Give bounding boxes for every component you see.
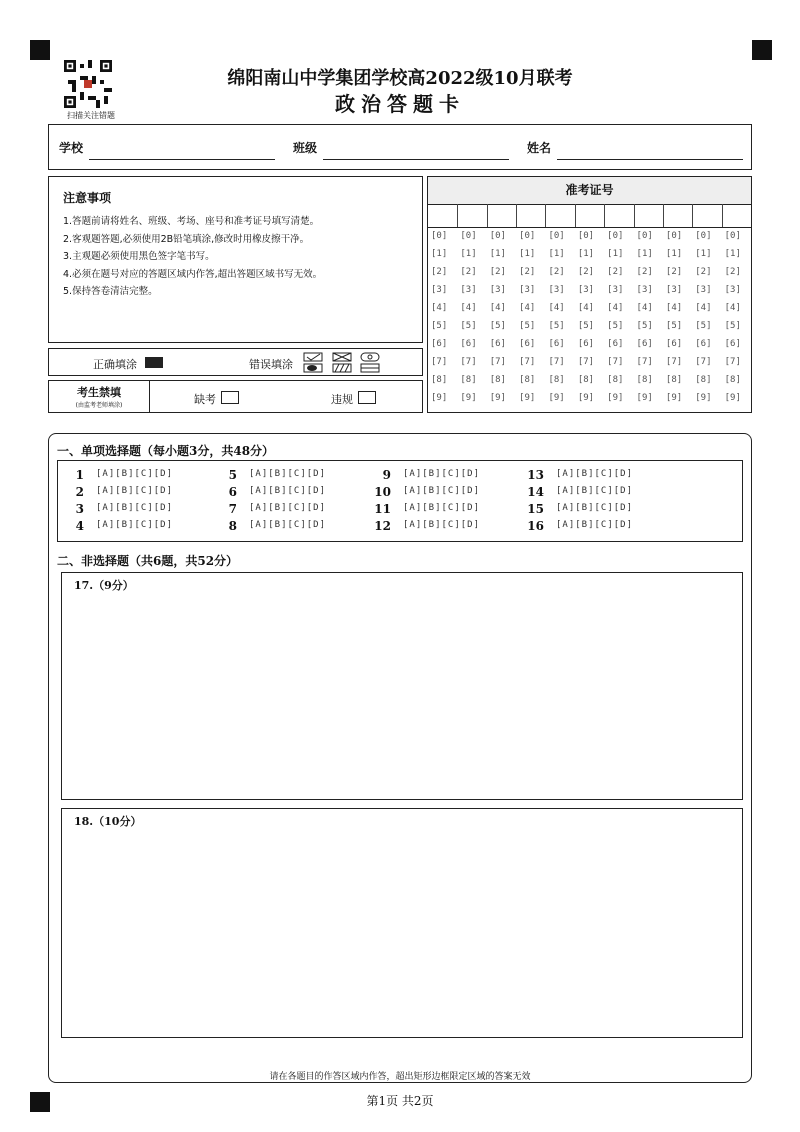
- admission-digit-bubble[interactable]: [6]: [431, 339, 448, 349]
- choice-options[interactable]: [A][B][C][D]: [96, 503, 174, 513]
- choice-question-number: 7: [228, 502, 237, 516]
- admission-digit-bubble[interactable]: [9]: [607, 393, 624, 403]
- admission-column-divider: [575, 204, 576, 227]
- admission-digit-bubble[interactable]: [9]: [695, 393, 712, 403]
- admission-digit-bubble[interactable]: [7]: [607, 357, 624, 367]
- notice-list: [63, 213, 322, 301]
- choice-options[interactable]: [A][B][C][D]: [403, 520, 481, 530]
- admission-digit-bubble[interactable]: [7]: [460, 357, 477, 367]
- admission-digit-bubble[interactable]: [9]: [577, 393, 595, 403]
- admission-digit-bubble[interactable]: [4]: [695, 303, 712, 313]
- admission-digit-bubble[interactable]: [2]: [665, 267, 683, 277]
- admission-digit-bubble[interactable]: [1]: [695, 249, 712, 259]
- choice-question-number: 14: [527, 485, 544, 499]
- choice-question-box: [57, 460, 743, 542]
- choice-options[interactable]: [A][B][C][D]: [96, 486, 174, 496]
- page-number: 第1页 共2页: [366, 1094, 434, 1108]
- choice-options[interactable]: [A][B][C][D]: [249, 469, 327, 479]
- choice-question-number: 5: [228, 468, 237, 482]
- admission-title-bar: [428, 177, 751, 205]
- admission-digit-bubble[interactable]: [0]: [577, 231, 595, 241]
- admission-digit-bubble[interactable]: [4]: [548, 303, 565, 313]
- admission-digit-bubble[interactable]: [7]: [431, 357, 448, 367]
- footer-note: 请在各题目的作答区域内作答，超出矩形边框限定区域的答案无效: [269, 1072, 531, 1082]
- admission-digit-bubble[interactable]: [2]: [636, 267, 653, 277]
- admission-digit-bubble[interactable]: [8]: [519, 375, 536, 385]
- admission-column-divider: [516, 204, 517, 227]
- admission-digit-bubble[interactable]: [2]: [489, 267, 506, 277]
- admission-digit-bubble[interactable]: [1]: [665, 249, 683, 259]
- admission-digit-bubble[interactable]: [2]: [695, 267, 712, 277]
- choice-question-number: 10: [374, 485, 391, 499]
- admission-digit-bubble[interactable]: [3]: [724, 285, 741, 295]
- absent-label: 缺考: [194, 393, 216, 406]
- admission-digit-bubble[interactable]: [3]: [460, 285, 477, 295]
- exam-title: 绵阳南山中学集团学校高2022级10月联考: [227, 68, 573, 89]
- section2-title: 二、非选择题（共6题，共52分）: [57, 554, 239, 568]
- absent-checkbox[interactable]: [221, 391, 239, 404]
- admission-digit-bubble[interactable]: [9]: [489, 393, 506, 403]
- admission-digit-bubble[interactable]: [7]: [548, 357, 565, 367]
- admission-digit-bubble[interactable]: [6]: [519, 339, 536, 349]
- notice-item: 3.主观题必须使用黑色签字笔书写。: [63, 251, 215, 262]
- qr-caption: 扫描关注错题: [67, 111, 115, 120]
- choice-question-number: 12: [374, 519, 391, 533]
- admission-write-row[interactable]: [428, 204, 751, 228]
- choice-options[interactable]: [A][B][C][D]: [96, 520, 174, 530]
- admission-column-divider: [604, 204, 605, 227]
- admission-digit-bubble[interactable]: [0]: [724, 231, 741, 241]
- admission-digit-bubble[interactable]: [9]: [665, 393, 683, 403]
- admission-digit-bubble[interactable]: [1]: [607, 249, 624, 259]
- notice-item: 1.答题前请将姓名、班级、考场、座号和准考证号填写清楚。: [63, 216, 320, 227]
- choice-options[interactable]: [A][B][C][D]: [556, 520, 634, 530]
- admission-digit-bubble[interactable]: [8]: [607, 375, 624, 385]
- violation-label: 违规: [331, 393, 353, 406]
- admission-digit-bubble[interactable]: [7]: [519, 357, 536, 367]
- admission-digit-bubble[interactable]: [1]: [431, 249, 448, 259]
- choice-options[interactable]: [A][B][C][D]: [249, 520, 327, 530]
- class-label: 班级: [293, 141, 318, 155]
- admission-digit-bubble[interactable]: [7]: [636, 357, 653, 367]
- admission-digit-bubble[interactable]: [8]: [695, 375, 712, 385]
- choice-question-number: 2: [75, 485, 84, 499]
- choice-question-number: 15: [527, 502, 544, 516]
- admission-digit-bubble[interactable]: [3]: [519, 285, 536, 295]
- admission-digit-bubble[interactable]: [8]: [636, 375, 653, 385]
- name-field[interactable]: [557, 159, 743, 160]
- school-label: 学校: [59, 141, 84, 155]
- admission-digit-bubble[interactable]: [7]: [724, 357, 741, 367]
- admission-column-divider: [663, 204, 664, 227]
- choice-question-number: 6: [228, 485, 237, 499]
- correct-fill-label: 正确填涂: [93, 358, 137, 371]
- admission-digit-bubble[interactable]: [9]: [519, 393, 536, 403]
- admission-digit-bubble[interactable]: [6]: [665, 339, 683, 349]
- admission-digit-bubble[interactable]: [6]: [460, 339, 477, 349]
- choice-options[interactable]: [A][B][C][D]: [249, 503, 327, 513]
- subject-title: 政治答题卡: [335, 92, 465, 116]
- admission-digit-bubble[interactable]: [9]: [548, 393, 565, 403]
- question-17-box[interactable]: [61, 572, 743, 800]
- admission-digit-bubble[interactable]: [4]: [607, 303, 624, 313]
- choice-question-number: 4: [75, 519, 84, 533]
- admission-digit-bubble[interactable]: [7]: [665, 357, 683, 367]
- admission-column-divider: [487, 204, 488, 227]
- admission-digit-bubble[interactable]: [0]: [431, 231, 448, 241]
- admission-digit-bubble[interactable]: [3]: [548, 285, 565, 295]
- admission-column-divider: [634, 204, 635, 227]
- question-17-label: 17.（9分）: [74, 579, 134, 592]
- choice-options[interactable]: [A][B][C][D]: [249, 486, 327, 496]
- choice-options[interactable]: [A][B][C][D]: [556, 486, 634, 496]
- admission-digit-bubble[interactable]: [0]: [548, 231, 565, 241]
- admission-digit-bubble[interactable]: [8]: [577, 375, 595, 385]
- name-label: 姓名: [527, 141, 552, 155]
- admission-digit-bubble[interactable]: [1]: [460, 249, 477, 259]
- answer-area: [48, 433, 752, 1083]
- section1-title: 一、单项选择题（每小题3分，共48分）: [57, 444, 275, 458]
- admission-digit-bubble[interactable]: [2]: [431, 267, 448, 277]
- admission-digit-bubble[interactable]: [7]: [489, 357, 506, 367]
- admission-digit-bubble[interactable]: [3]: [695, 285, 712, 295]
- admission-digit-bubble[interactable]: [4]: [724, 303, 741, 313]
- admission-digit-bubble[interactable]: [5]: [460, 321, 477, 331]
- admission-digit-bubble[interactable]: [2]: [577, 267, 595, 277]
- admission-column-divider: [545, 204, 546, 227]
- admission-digit-bubble[interactable]: [5]: [489, 321, 506, 331]
- admission-digit-bubble[interactable]: [4]: [489, 303, 506, 313]
- admission-digit-bubble[interactable]: [9]: [460, 393, 477, 403]
- notice-item: 2.客观题答题,必须使用2B铅笔填涂,修改时用橡皮擦干净。: [63, 233, 310, 245]
- admission-digit-bubble[interactable]: [0]: [489, 231, 506, 241]
- admission-digit-bubble[interactable]: [3]: [489, 285, 506, 295]
- admission-digit-bubble[interactable]: [3]: [431, 285, 448, 295]
- choice-options[interactable]: [A][B][C][D]: [556, 469, 634, 479]
- choice-options[interactable]: [A][B][C][D]: [403, 503, 481, 513]
- admission-digit-bubble[interactable]: [0]: [607, 231, 624, 241]
- admission-digit-bubble[interactable]: [9]: [724, 393, 741, 403]
- admission-digit-bubble[interactable]: [3]: [577, 285, 595, 295]
- admission-digit-bubble[interactable]: [6]: [489, 339, 506, 349]
- choice-question-number: 1: [75, 468, 84, 482]
- wrong-fill-label: 错误填涂: [249, 358, 293, 371]
- choice-options[interactable]: [A][B][C][D]: [403, 486, 481, 496]
- choice-options[interactable]: [A][B][C][D]: [403, 469, 481, 479]
- admission-digit-bubble[interactable]: [6]: [607, 339, 624, 349]
- admission-digit-bubble[interactable]: [2]: [548, 267, 565, 277]
- admission-digit-bubble[interactable]: [9]: [431, 393, 448, 403]
- admission-digit-bubble[interactable]: [0]: [460, 231, 477, 241]
- admission-digit-bubble[interactable]: [6]: [724, 339, 741, 349]
- student-info-box: [48, 124, 752, 170]
- admission-digit-bubble[interactable]: [8]: [460, 375, 477, 385]
- admission-digit-bubble[interactable]: [6]: [695, 339, 712, 349]
- corner-mark-top-right: [752, 40, 772, 60]
- admission-digit-bubble[interactable]: [6]: [577, 339, 595, 349]
- admission-digit-bubble[interactable]: [2]: [607, 267, 624, 277]
- admission-digit-bubble[interactable]: [8]: [665, 375, 683, 385]
- notice-box: [48, 176, 423, 343]
- admission-digit-bubble[interactable]: [8]: [548, 375, 565, 385]
- notice-title: 注意事项: [63, 191, 112, 205]
- admission-digit-bubble[interactable]: [0]: [665, 231, 683, 241]
- question-18-box[interactable]: [61, 808, 743, 1038]
- notice-item: 4.必须在题号对应的答题区域内作答,超出答题区域书写无效。: [63, 268, 323, 280]
- choice-options[interactable]: [A][B][C][D]: [556, 503, 634, 513]
- admission-digit-bubble[interactable]: [3]: [607, 285, 624, 295]
- admission-digit-bubble[interactable]: [0]: [636, 231, 653, 241]
- admission-digit-bubble[interactable]: [5]: [548, 321, 565, 331]
- admission-digit-bubble[interactable]: [2]: [724, 267, 741, 277]
- admission-digit-bubble[interactable]: [5]: [577, 321, 595, 331]
- school-field[interactable]: [89, 159, 275, 160]
- admission-digit-bubble[interactable]: [1]: [724, 249, 741, 259]
- admission-digit-bubble[interactable]: [4]: [431, 303, 448, 313]
- admission-column-divider: [722, 204, 723, 227]
- admission-digit-bubble[interactable]: [2]: [519, 267, 536, 277]
- prohibited-title: 考生禁填: [77, 386, 121, 399]
- admission-digit-bubble[interactable]: [0]: [695, 231, 712, 241]
- violation-checkbox[interactable]: [358, 391, 376, 404]
- choice-question-number: 11: [374, 502, 391, 516]
- admission-digit-bubble[interactable]: [9]: [636, 393, 653, 403]
- admission-digit-bubble[interactable]: [5]: [695, 321, 712, 331]
- admission-digit-bubble[interactable]: [1]: [489, 249, 506, 259]
- admission-digit-bubble[interactable]: [1]: [519, 249, 536, 259]
- admission-digit-bubble[interactable]: [4]: [665, 303, 683, 313]
- admission-digit-bubble[interactable]: [5]: [431, 321, 448, 331]
- choice-question-number: 9: [382, 468, 391, 482]
- prohibited-title-cell: [49, 381, 150, 412]
- admission-digit-bubble[interactable]: [8]: [724, 375, 741, 385]
- admission-title: 准考证号: [565, 183, 614, 197]
- admission-digit-bubble[interactable]: [1]: [577, 249, 595, 259]
- choice-question-number: 8: [228, 519, 237, 533]
- choice-options[interactable]: [A][B][C][D]: [96, 469, 174, 479]
- admission-digit-bubble[interactable]: [8]: [431, 375, 448, 385]
- admission-digit-bubble[interactable]: [4]: [577, 303, 595, 313]
- choice-question-number: 13: [527, 468, 544, 482]
- admission-digit-bubble[interactable]: [4]: [519, 303, 536, 313]
- admission-digit-bubble[interactable]: [3]: [665, 285, 683, 295]
- corner-mark-top-left: [30, 40, 50, 60]
- admission-digit-bubble[interactable]: [5]: [636, 321, 653, 331]
- notice-item: 5.保持答卷清洁完整。: [63, 286, 158, 297]
- choice-question-number: 16: [527, 519, 544, 533]
- admission-digit-bubble[interactable]: [5]: [519, 321, 536, 331]
- admission-digit-bubble[interactable]: [6]: [636, 339, 653, 349]
- admission-column-divider: [692, 204, 693, 227]
- admission-digit-bubble[interactable]: [7]: [577, 357, 595, 367]
- admission-digit-bubble[interactable]: [5]: [724, 321, 741, 331]
- wrong-fill-samples: [303, 352, 383, 374]
- question-18-label: 18.（10分）: [74, 815, 142, 828]
- admission-digit-bubble[interactable]: [8]: [489, 375, 506, 385]
- admission-digit-bubble[interactable]: [0]: [519, 231, 536, 241]
- admission-digit-bubble[interactable]: [3]: [636, 285, 653, 295]
- admission-digit-bubble[interactable]: [1]: [548, 249, 565, 259]
- choice-question-number: 3: [75, 502, 84, 516]
- admission-digit-bubble[interactable]: [1]: [636, 249, 653, 259]
- class-field[interactable]: [323, 159, 509, 160]
- admission-digit-bubble[interactable]: [4]: [460, 303, 477, 313]
- prohibited-box: [48, 380, 423, 413]
- fill-example-box: [48, 348, 423, 376]
- correct-fill-sample: [145, 357, 163, 368]
- admission-digit-bubble[interactable]: [5]: [665, 321, 683, 331]
- admission-column-divider: [457, 204, 458, 227]
- prohibited-subtitle: (由监考老师填涂): [75, 402, 123, 409]
- admission-number-box: [427, 176, 752, 413]
- admission-digit-bubble[interactable]: [4]: [636, 303, 653, 313]
- admission-digit-bubble[interactable]: [6]: [548, 339, 565, 349]
- admission-digit-bubble[interactable]: [7]: [695, 357, 712, 367]
- admission-digit-bubble[interactable]: [2]: [460, 267, 477, 277]
- admission-digit-bubble[interactable]: [5]: [607, 321, 624, 331]
